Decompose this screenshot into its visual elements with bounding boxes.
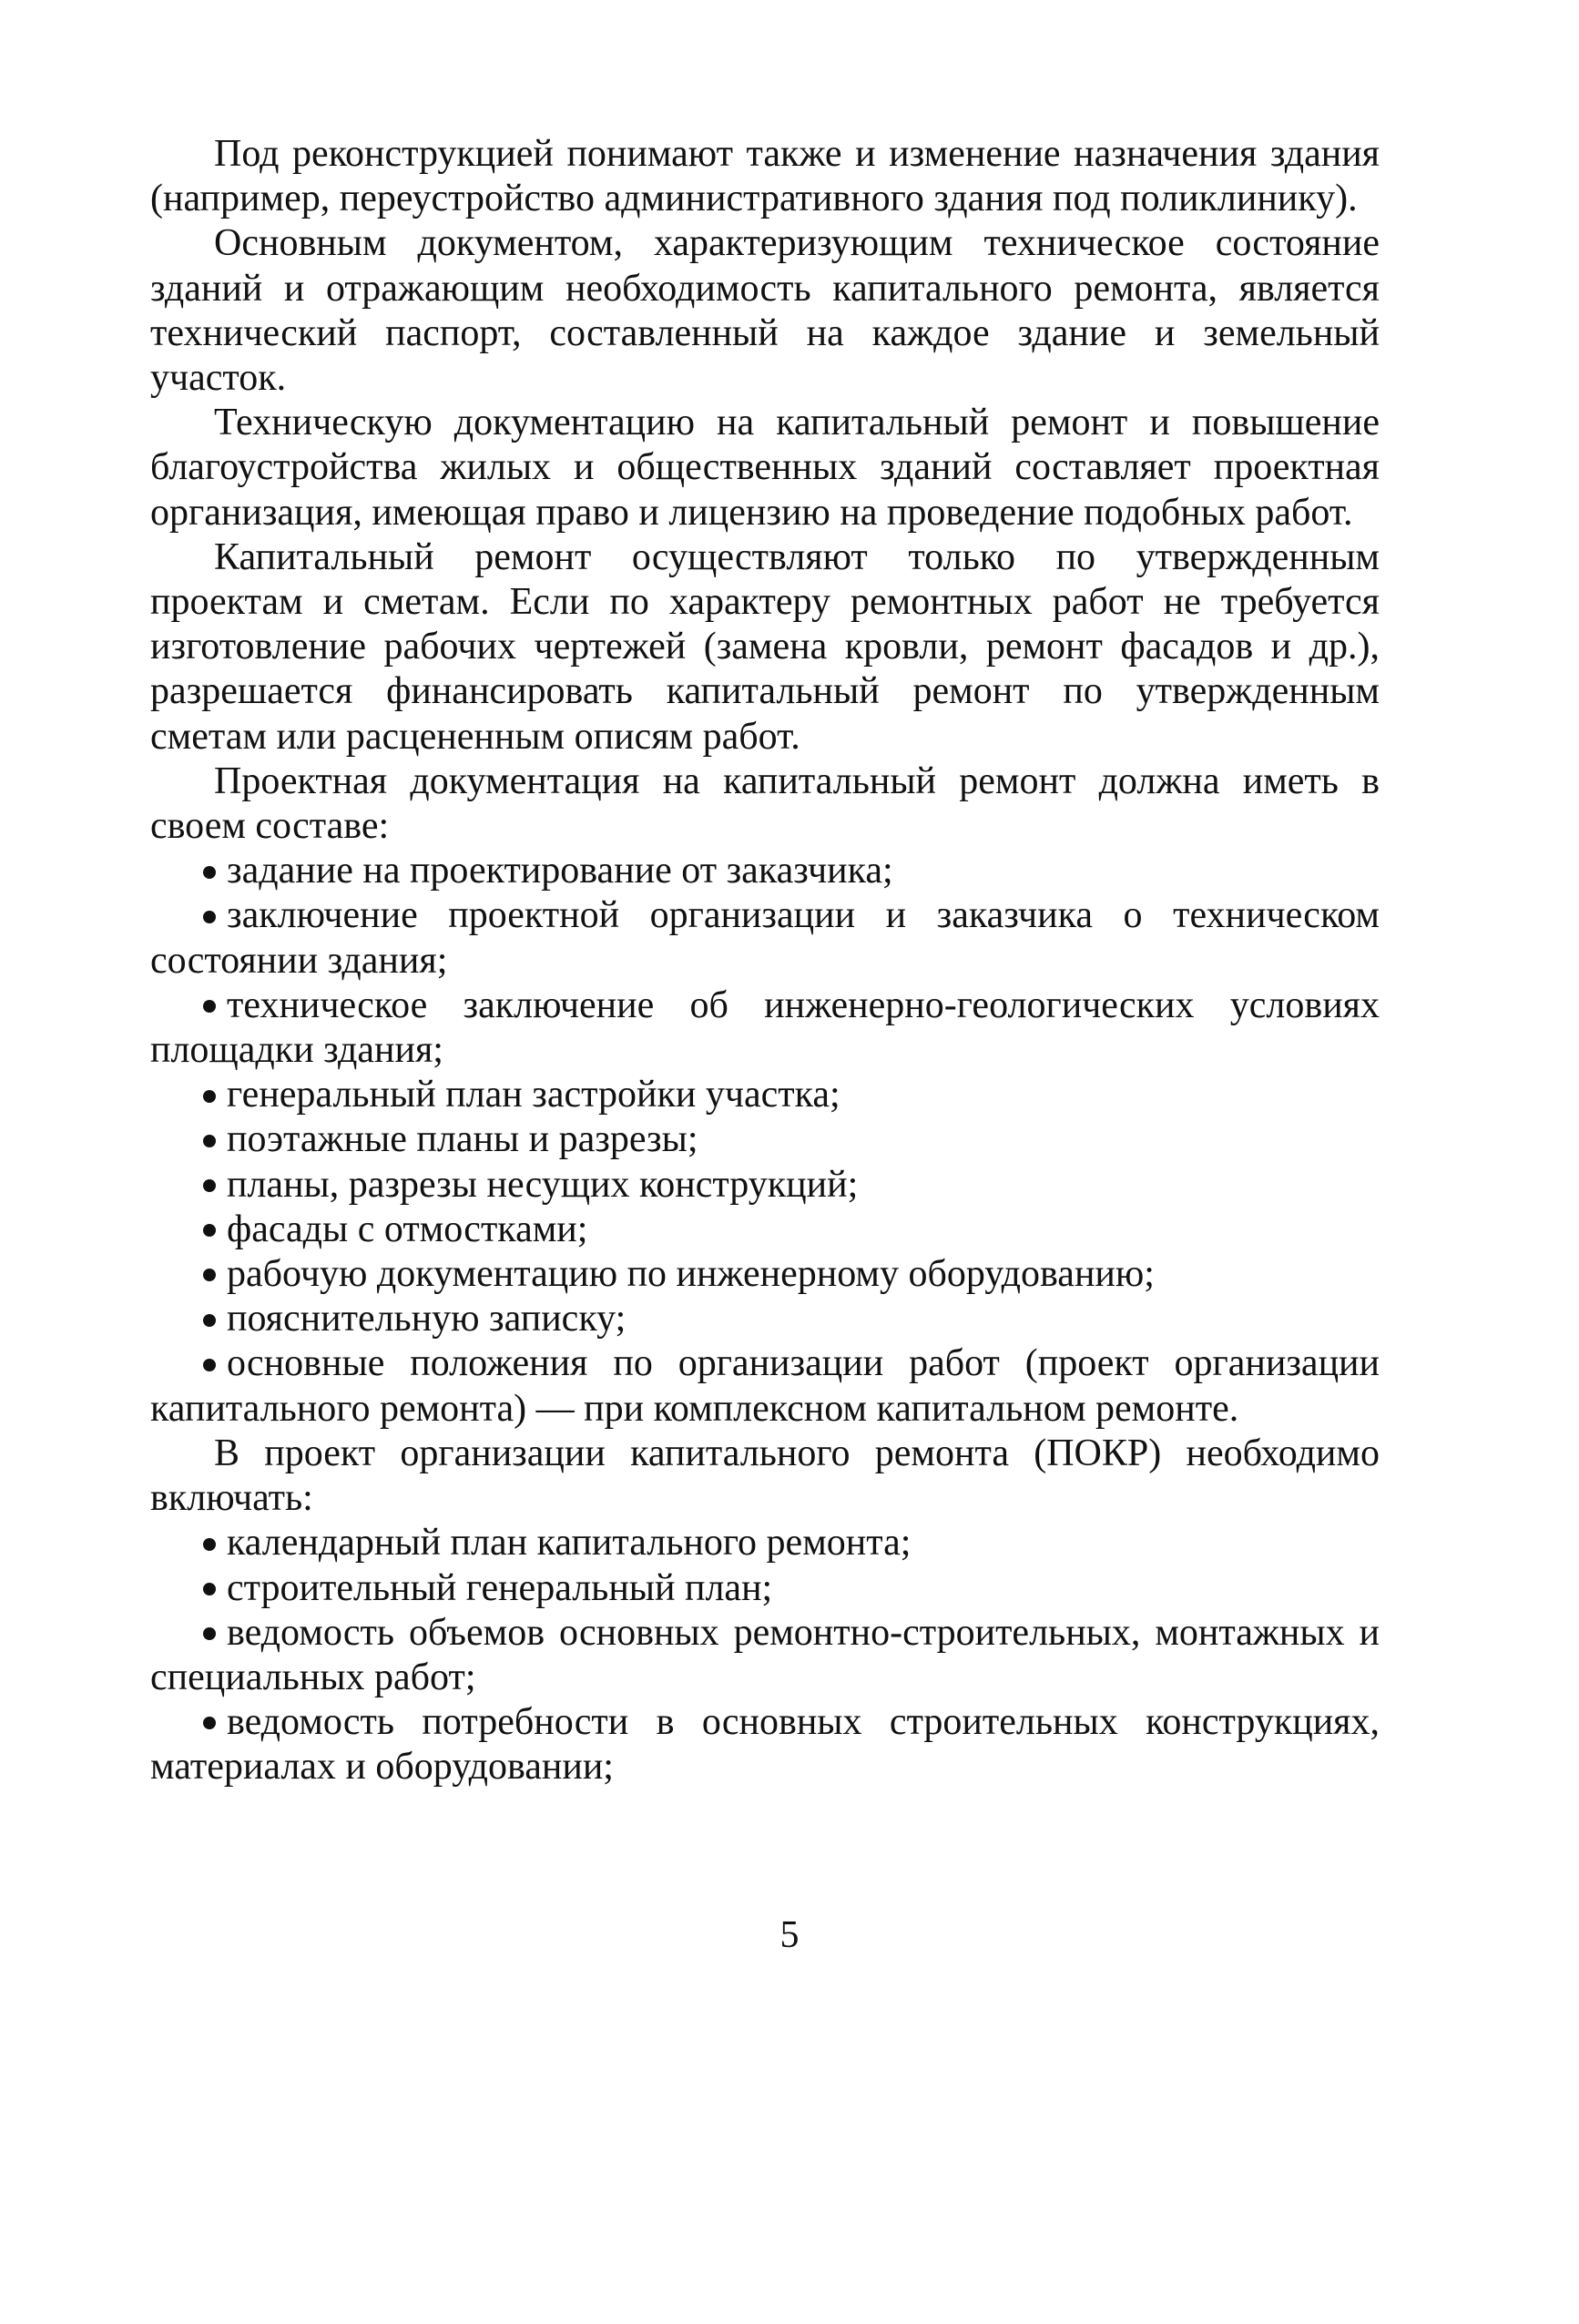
paragraph-technical-documentation: Техническую документацию на капитальный ремонт и повышение благоустройства жилых и общественных зданий составляет проектная организация, имеющая право и лицензию на проведение подобных работ.: [150, 402, 1380, 534]
page-number: 5: [779, 1914, 800, 1956]
bullet-icon: [203, 1314, 216, 1327]
bullet-icon: [203, 1224, 216, 1237]
list-item: пояснительную записку;: [150, 1297, 1380, 1341]
paragraph-project-docs-intro: Проектная документация на капитальный ремонт должна иметь в своем составе:: [150, 759, 1380, 848]
pokr-list: [150, 1521, 1380, 1789]
bullet-icon: [203, 1359, 216, 1371]
paragraph-pokr-intro: В проект организации капитального ремонта (ПОКР) необходимо включать:: [150, 1432, 1380, 1520]
bullet-icon: [203, 1179, 216, 1192]
paragraph-approved-projects: Капитальный ремонт осуществляют только по утвержденным проектам и сметам. Если по характеру ремонтных работ не требуется изготовление рабочих чертежей (замена кровли, ремонт фасадов и др.), разрешается финансировать капитальный ремонт по утвержденным сметам или расцененным описям работ.: [150, 535, 1380, 758]
list-item: генеральный план застройки участка;: [150, 1073, 1380, 1117]
list-item: рабочую документацию по инженерному оборудованию;: [150, 1252, 1380, 1297]
list-item: задание на проектирование от заказчика;: [150, 849, 1380, 893]
list-item: техническое заключение об инженерно-геологических условиях площадки здания;: [150, 984, 1380, 1072]
body-text: [150, 132, 1380, 1790]
list-item: ведомость объемов основных ремонтно-строительных, монтажных и специальных работ;: [150, 1611, 1380, 1698]
bullet-icon: [203, 1269, 216, 1281]
list-item: заключение проектной организации и заказчика о техническом состоянии здания;: [150, 894, 1380, 982]
project-docs-list: [150, 849, 1380, 1432]
list-item: поэтажные планы и разрезы;: [150, 1117, 1380, 1162]
bullet-icon: [203, 1000, 216, 1013]
bullet-icon: [203, 866, 216, 879]
list-item: фасады с отмостками;: [150, 1208, 1380, 1252]
list-item: календарный план капитального ремонта;: [150, 1521, 1380, 1565]
bullet-icon: [203, 1717, 216, 1729]
bullet-icon: [203, 1583, 216, 1595]
bullet-icon: [203, 1090, 216, 1103]
bullet-icon: [203, 1135, 216, 1147]
list-item: основные положения по организации работ (проект организации капитального ремонта) — при комплексном капитальном ремонте.: [150, 1342, 1380, 1430]
bullet-icon: [203, 1627, 216, 1640]
bullet-icon: [203, 1538, 216, 1551]
list-item: строительный генеральный план;: [150, 1566, 1380, 1611]
paragraph-reconstruction: Под реконструкцией понимают также и изменение назначения здания (например, переустройство административного здания под поликлинику).: [150, 133, 1380, 220]
list-item: планы, разрезы несущих конструкций;: [150, 1163, 1380, 1208]
paragraph-technical-passport: Основным документом, характеризующим техническое состояние зданий и отражающим необходимость капитального ремонта, является технический паспорт, составленный на каждое здание и земельный участок.: [150, 222, 1380, 400]
list-item: ведомость потребности в основных строительных конструкциях, материалах и оборудовании;: [150, 1701, 1380, 1789]
bullet-icon: [203, 911, 216, 923]
